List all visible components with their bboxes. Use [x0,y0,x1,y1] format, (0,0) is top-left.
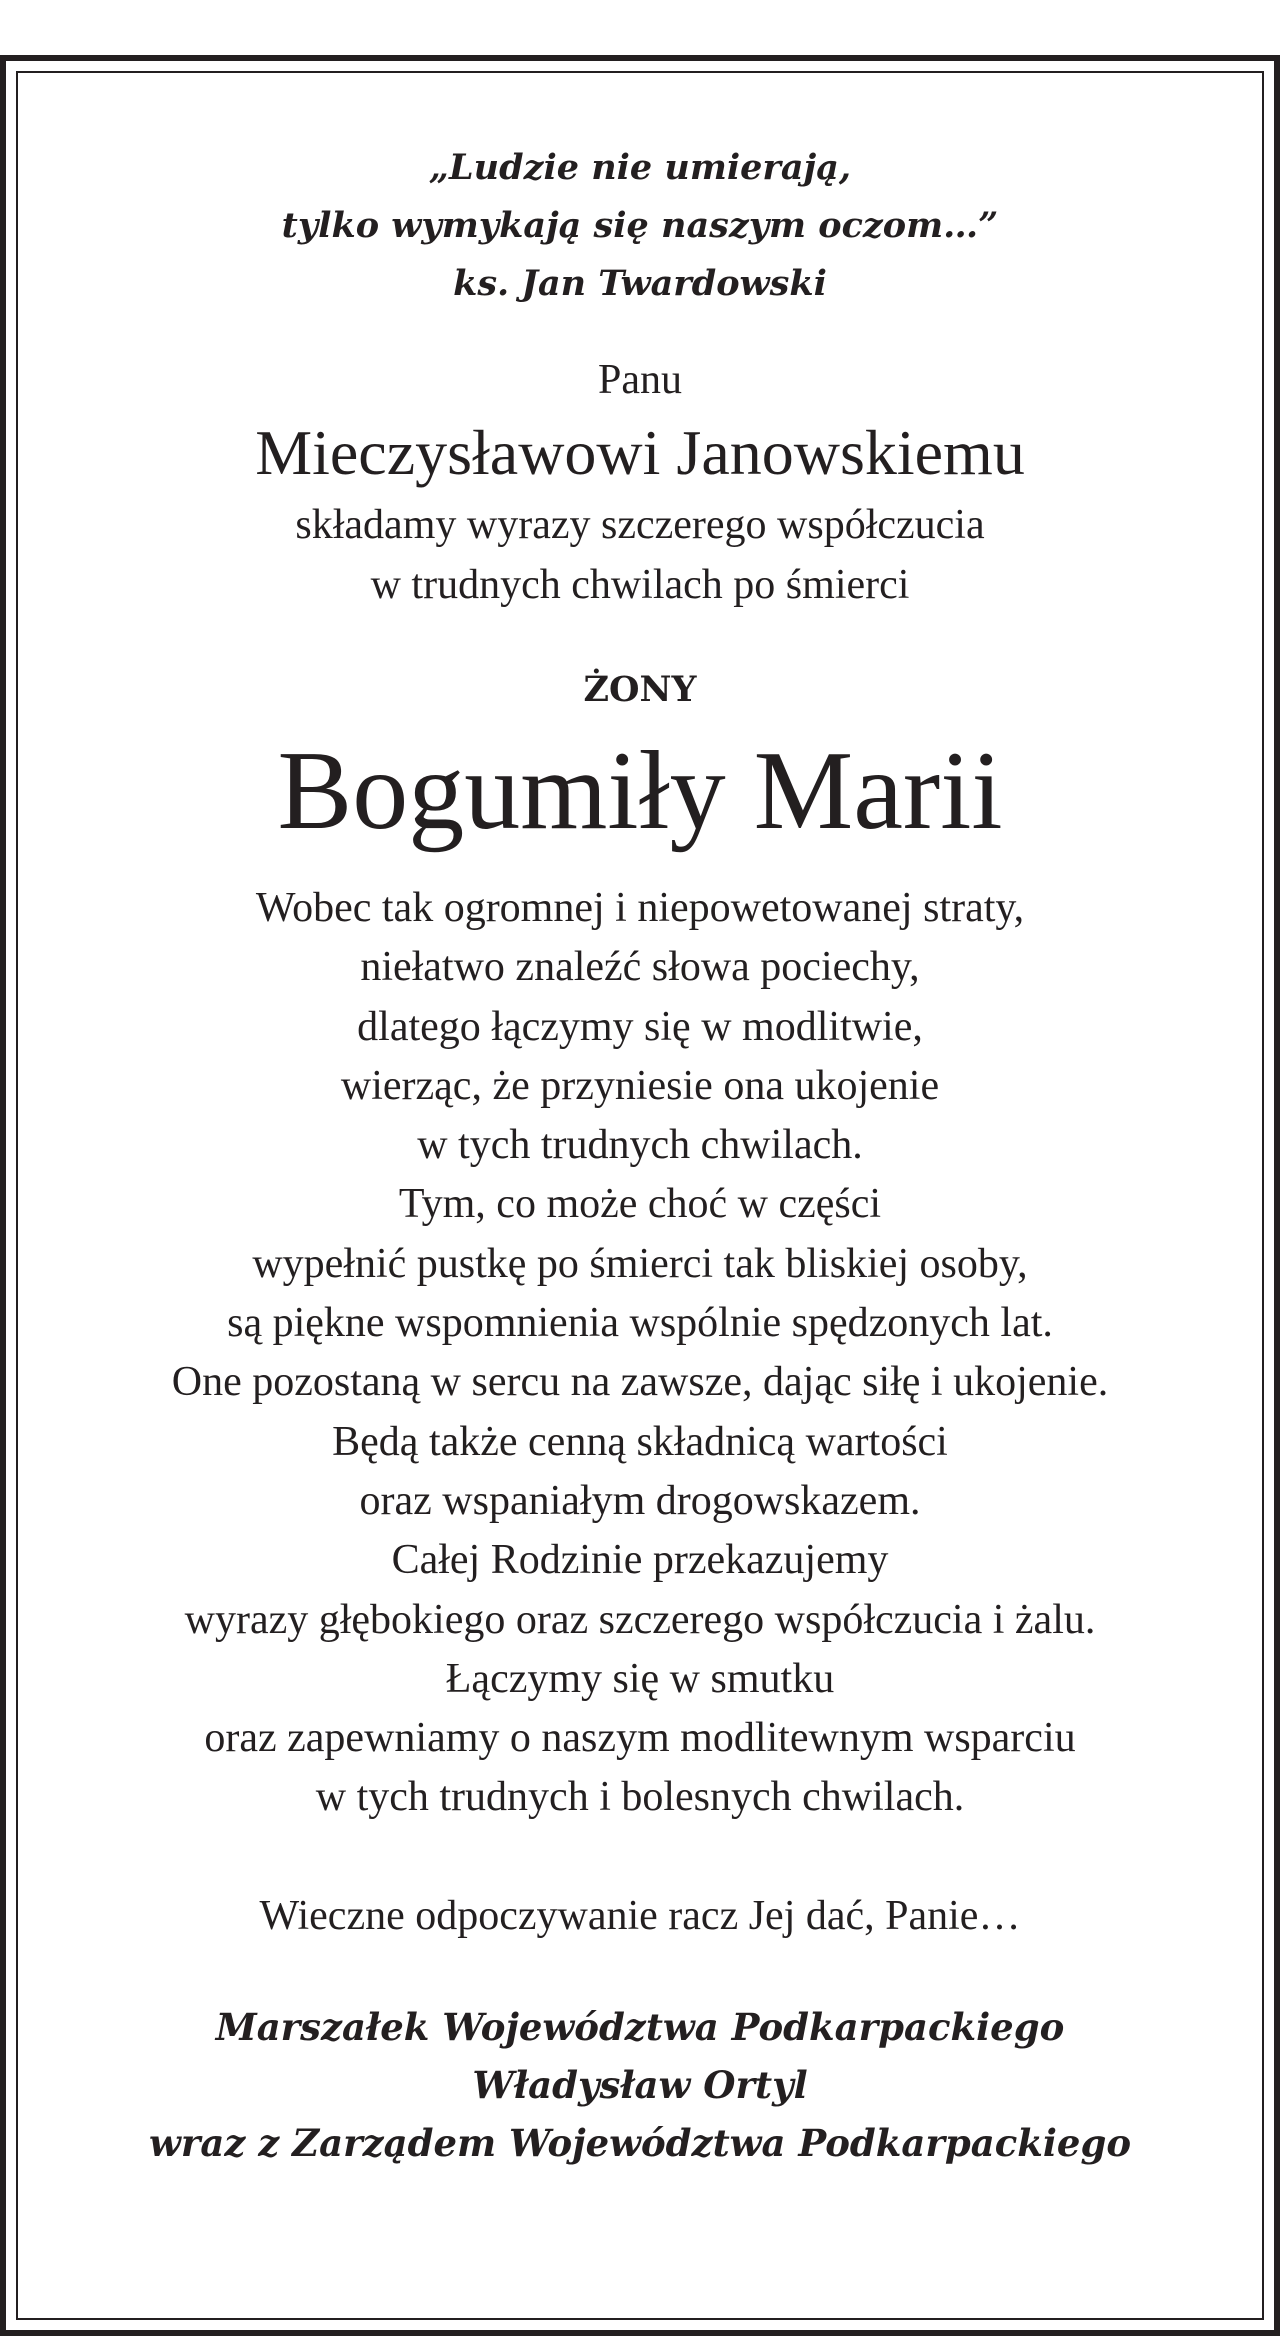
body-line: wierząc, że przyniesie ona ukojenie [340,1062,940,1109]
salutation: Panu [598,357,682,403]
motto-author: ks. Jan Twardowski [453,263,827,304]
body-line: dlatego łączymy się w modlitwie, [357,1003,923,1050]
body-line: są piękne wspomnienia wspólnie spędzonych lat. [227,1300,1053,1347]
body-line: w tych trudnych i bolesnych chwilach. [315,1774,965,1821]
body-line: wyrazy głębokiego oraz szczerego współczucia i żalu. [184,1596,1096,1643]
body-line: Będą także cenną składnicą wartości [332,1418,948,1465]
condolence-line: w trudnych chwilach po śmierci [370,562,910,608]
signature-line: wraz z Zarządem Województwa Podkarpackiego [149,2120,1131,2165]
condolence-intro [16,495,1264,615]
recipient-name: Mieczysławowi Janowskiemu [255,417,1025,488]
signature-line: Władysław Ortyl [472,2062,808,2107]
body-line: Całej Rodzinie przekazujemy [391,1537,889,1584]
condolence-line: składamy wyrazy szczerego współczucia [295,502,985,548]
prayer-line: Wieczne odpoczywanie racz Jej dać, Panie… [259,1892,1021,1939]
motto-line: „Ludzie nie umierają, [428,147,852,188]
body-line: w tych trudnych chwilach. [417,1122,863,1169]
signature-block [16,1998,1264,2172]
body-line: Tym, co może choć w części [398,1181,882,1228]
motto-line: tylko wymykają się naszym oczom…” [281,205,999,246]
motto-quote [16,139,1264,313]
signature-line: Marszałek Województwa Podkarpackiego [215,2004,1065,2049]
body-line: Wobec tak ogromnej i niepowetowanej straty, [255,885,1025,931]
body-line: wypełnić pustkę po śmierci tak bliskiej osoby, [252,1240,1028,1287]
body-line: Łączymy się w smutku [445,1655,835,1702]
body-line: niełatwo znaleźć słowa pociechy, [360,944,920,991]
deceased-name: Bogumiły Marii [277,729,1003,853]
obituary-notice [16,71,1264,2172]
condolence-body [16,879,1264,1828]
body-line: oraz zapewniamy o naszym modlitewnym wsparciu [204,1715,1076,1762]
body-line: oraz wspaniałym drogowskazem. [359,1477,921,1524]
body-line: One pozostaną w sercu na zawsze, dając siłę i ukojenie. [171,1359,1109,1406]
relation-label: ŻONY [583,669,697,710]
